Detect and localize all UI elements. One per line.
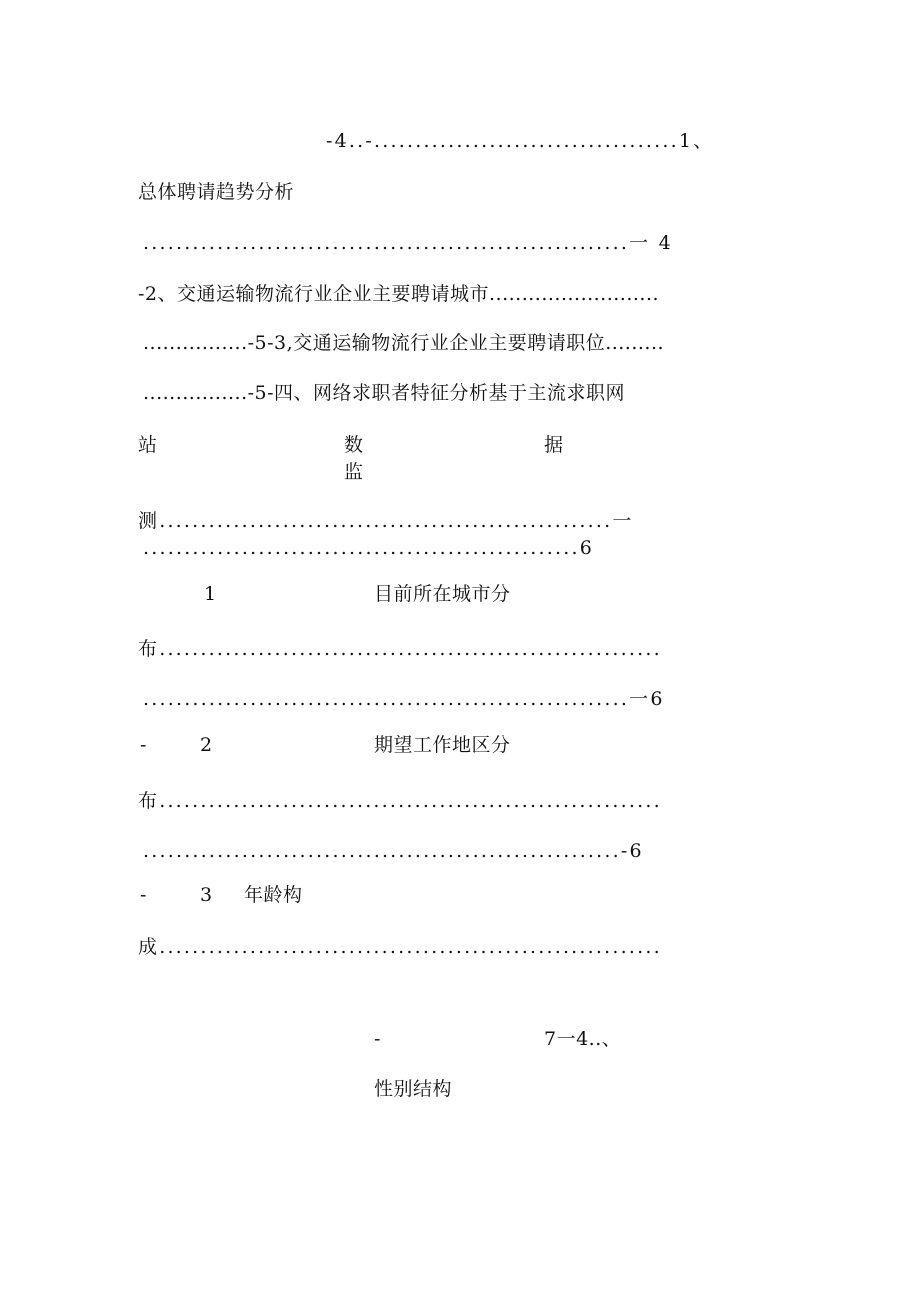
toc-line-10-num: 1 [204,583,217,605]
toc-line-16-dash: - [140,884,147,906]
toc-line-3: ...........................................................一 4 [143,232,673,254]
toc-line-9: .....................................................6 [143,537,594,559]
toc-line-13-num: 2 [200,734,213,756]
toc-line-7-b2: 监 [344,461,364,483]
toc-line-4: -2、交通运输物流行业企业主要聘请城市.......................... [138,283,660,305]
toc-line-15: ..........................................................-6 [143,840,644,862]
toc-heading-gender-structure: 性别结构 [374,1078,453,1100]
toc-line-7-b: 数 [344,434,364,456]
toc-line-17: 成............................................................. [138,936,662,958]
toc-line-6: ................-5-四、网络求职者特征分析基于主流求职网 [143,382,626,404]
toc-line-16-num: 3 [200,884,213,906]
toc-line-16-label: 年龄构 [244,884,303,906]
toc-line-18-tail: 7一4..、 [544,1028,622,1050]
toc-line-7-a: 站 [138,434,158,456]
toc-line-1: -4..-.....................................1、 [326,130,715,152]
toc-line-13-label: 期望工作地区分 [374,734,511,756]
toc-line-11: 布............................................................. [138,638,662,660]
toc-line-13-dash: - [140,734,147,756]
toc-line-12: ...........................................................一6 [143,688,665,710]
toc-line-8: 测.......................................................一 [138,510,634,532]
toc-line-10-label: 目前所在城市分 [374,583,511,605]
toc-line-18-dash: - [374,1028,381,1050]
toc-line-7-c: 据 [544,434,564,456]
toc-heading-overall-trend: 总体聘请趋势分析 [138,181,295,203]
toc-line-14: 布............................................................. [138,790,662,812]
toc-line-5: ................-5-3,交通运输物流行业企业主要聘请职位......... [143,332,665,354]
